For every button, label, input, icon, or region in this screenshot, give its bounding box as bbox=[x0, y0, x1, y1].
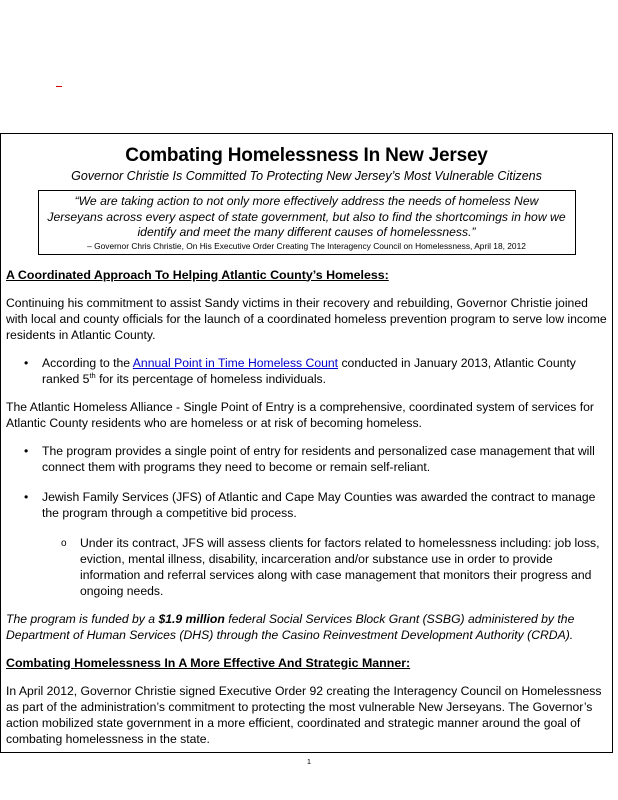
document-body bbox=[1, 267, 612, 754]
list-item bbox=[6, 489, 607, 521]
document-subtitle: Governor Christie Is Committed To Protecting New Jersey’s Most Vulnerable Citizens bbox=[71, 169, 542, 183]
bullet-text-prefix: According to the bbox=[42, 355, 133, 370]
sub-bullet-text: Under its contract, JFS will assess clients for factors related to homelessness including: job loss, eviction, mental illness, disability, incarceration and/or substance use in order to provide information and referral services along with case management that monitors their progress and ongoing needs. bbox=[80, 535, 600, 598]
ordinal-superscript: th bbox=[89, 370, 96, 380]
document-title: Combating Homelessness In New Jersey bbox=[125, 145, 488, 166]
quote-attribution: – Governor Chris Christie, On His Executive Order Creating The Interagency Council on Homelessness, April 18, 2012 bbox=[87, 240, 526, 251]
bullet-glyph: • bbox=[24, 355, 29, 370]
fact-sheet-frame bbox=[0, 133, 613, 753]
page-number: 1 bbox=[306, 757, 312, 766]
funding-prefix: The program is funded by a bbox=[6, 611, 159, 626]
bullet-glyph: • bbox=[24, 443, 29, 458]
list-item bbox=[6, 443, 607, 475]
bullet-text-mid: conducted in January 2013, Atlantic County ranked 5 bbox=[42, 355, 576, 386]
list-item bbox=[6, 355, 607, 387]
sub-list-item bbox=[6, 535, 607, 599]
funding-amount: $1.9 million bbox=[158, 611, 225, 626]
bullet-text-suffix: for its percentage of homeless individuals. bbox=[95, 371, 327, 386]
alliance-paragraph: The Atlantic Homeless Alliance - Single Point of Entry is a comprehensive, coordinated system of services for Atlantic County residents who are homeless or at risk of becoming homeless. bbox=[6, 399, 594, 430]
bullet-text: Jewish Family Services (JFS) of Atlantic and Cape May Counties was awarded the contract to manage the program through a competitive bid process. bbox=[42, 489, 596, 520]
bullet-list bbox=[6, 443, 607, 599]
stray-mark bbox=[56, 86, 62, 87]
section-heading-strategic: Combating Homelessness In A More Effective And Strategic Manner: bbox=[6, 655, 411, 670]
bullet-text: The program provides a single point of entry for residents and personalized case management that will connect them with programs they need to become or remain self-reliant. bbox=[42, 443, 595, 474]
homeless-count-link[interactable]: Annual Point in Time Homeless Count bbox=[132, 355, 339, 370]
governor-quote: “We are taking action to not only more effectively address the needs of homeless New Jerseyans across every aspect of state government, but also to find the shortcomings in how we identify and meet the many different causes of homelessness.” bbox=[47, 194, 566, 239]
section-heading-atlantic-county: A Coordinated Approach To Helping Atlantic County’s Homeless: bbox=[6, 267, 389, 282]
funding-suffix: federal Social Services Block Grant (SSBG) administered by the Department of Human Services (DHS) through the Casino Reinvestment Development Authority (CRDA). bbox=[6, 611, 575, 642]
intro-paragraph: Continuing his commitment to assist Sandy victims in their recovery and rebuilding, Governor Christie joined with local and county officials for the launch of a coordinated homeless prevention program to serve low income residents in Atlantic County. bbox=[6, 295, 607, 342]
bullet-list bbox=[6, 355, 607, 387]
sub-bullet-glyph: o bbox=[61, 537, 67, 549]
quote-box bbox=[38, 190, 576, 255]
bullet-glyph: • bbox=[24, 489, 29, 504]
funding-paragraph bbox=[6, 611, 607, 643]
executive-order-paragraph: In April 2012, Governor Christie signed Executive Order 92 creating the Interagency Council on Homelessness as part of the administration’s commitment to protecting the most vulnerable New Jerseyans. The Governor’s action mobilized state government in a more efficient, coordinated and strategic manner around the goal of combating homelessness in the state. bbox=[6, 683, 602, 746]
